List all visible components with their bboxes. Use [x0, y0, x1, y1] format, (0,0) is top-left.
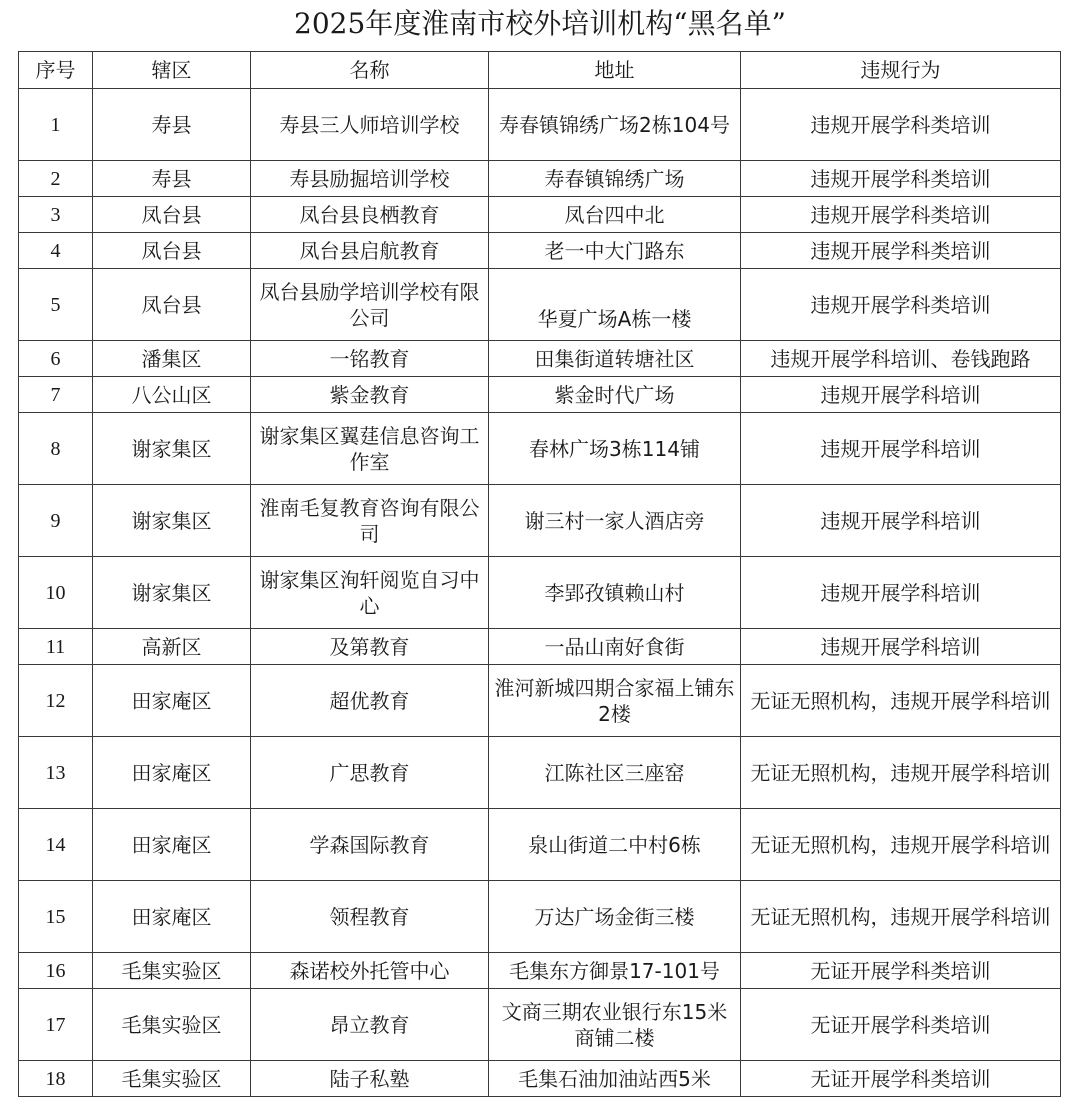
cell-index: 8 [19, 413, 93, 485]
table-row [19, 485, 1061, 557]
cell-district: 田家庵区 [93, 737, 251, 809]
cell-index: 6 [19, 341, 93, 377]
cell-index: 11 [19, 629, 93, 665]
cell-violation: 违规开展学科培训 [741, 557, 1061, 629]
header-district: 辖区 [93, 52, 251, 89]
cell-index: 1 [19, 89, 93, 161]
cell-name: 一铭教育 [251, 341, 489, 377]
cell-address: 淮河新城四期合家福上铺东2楼 [489, 665, 741, 737]
cell-address: 毛集东方御景17-101号 [489, 953, 741, 989]
cell-address [489, 269, 741, 341]
cell-address: 泉山街道二中村6栋 [489, 809, 741, 881]
cell-address: 文商三期农业银行东15米商铺二楼 [489, 989, 741, 1061]
cell-name: 凤台县良栖教育 [251, 197, 489, 233]
table-row [19, 341, 1061, 377]
table-row [19, 377, 1061, 413]
cell-violation: 违规开展学科类培训 [741, 269, 1061, 341]
table-row [19, 989, 1061, 1061]
cell-index: 18 [19, 1061, 93, 1097]
cell-address-text: 华夏广场A栋一楼 [537, 306, 692, 331]
cell-address: 老一中大门路东 [489, 233, 741, 269]
cell-index: 4 [19, 233, 93, 269]
table-row [19, 269, 1061, 341]
header-violation: 违规行为 [741, 52, 1061, 89]
cell-address: 谢三村一家人酒店旁 [489, 485, 741, 557]
table-row [19, 629, 1061, 665]
cell-address: 万达广场金街三楼 [489, 881, 741, 953]
table-row [19, 161, 1061, 197]
cell-name: 森诺校外托管中心 [251, 953, 489, 989]
table-row [19, 197, 1061, 233]
cell-violation: 违规开展学科培训 [741, 377, 1061, 413]
cell-violation: 违规开展学科类培训 [741, 197, 1061, 233]
page-title: 2025年度淮南市校外培训机构“黑名单” [294, 7, 786, 40]
cell-district: 谢家集区 [93, 413, 251, 485]
cell-address: 田集街道转塘社区 [489, 341, 741, 377]
cell-district: 毛集实验区 [93, 953, 251, 989]
cell-violation: 无证开展学科类培训 [741, 1061, 1061, 1097]
table-row [19, 413, 1061, 485]
cell-district: 毛集实验区 [93, 989, 251, 1061]
cell-name: 学森国际教育 [251, 809, 489, 881]
cell-name: 超优教育 [251, 665, 489, 737]
cell-violation: 无证开展学科类培训 [741, 989, 1061, 1061]
cell-name: 凤台县启航教育 [251, 233, 489, 269]
table-row [19, 665, 1061, 737]
cell-name: 凤台县励学培训学校有限公司 [251, 269, 489, 341]
cell-district: 凤台县 [93, 197, 251, 233]
cell-address: 寿春镇锦绣广场2栋104号 [489, 89, 741, 161]
cell-index: 15 [19, 881, 93, 953]
cell-index: 9 [19, 485, 93, 557]
cell-district: 寿县 [93, 161, 251, 197]
cell-district: 凤台县 [93, 233, 251, 269]
cell-address: 紫金时代广场 [489, 377, 741, 413]
table-row [19, 1061, 1061, 1097]
cell-index: 5 [19, 269, 93, 341]
cell-index: 12 [19, 665, 93, 737]
cell-name: 淮南毛复教育咨询有限公司 [251, 485, 489, 557]
cell-index: 17 [19, 989, 93, 1061]
cell-violation: 违规开展学科培训、卷钱跑路 [741, 341, 1061, 377]
table-row [19, 89, 1061, 161]
table-row [19, 557, 1061, 629]
header-index: 序号 [19, 52, 93, 89]
table-row [19, 881, 1061, 953]
cell-violation: 违规开展学科培训 [741, 485, 1061, 557]
cell-violation: 违规开展学科类培训 [741, 89, 1061, 161]
cell-address: 寿春镇锦绣广场 [489, 161, 741, 197]
cell-name: 寿县励掘培训学校 [251, 161, 489, 197]
table-row [19, 233, 1061, 269]
cell-name: 谢家集区洵轩阅览自习中心 [251, 557, 489, 629]
cell-district: 谢家集区 [93, 485, 251, 557]
cell-district: 田家庵区 [93, 665, 251, 737]
cell-address: 李郢孜镇赖山村 [489, 557, 741, 629]
cell-name: 紫金教育 [251, 377, 489, 413]
cell-district: 八公山区 [93, 377, 251, 413]
cell-name: 广思教育 [251, 737, 489, 809]
cell-index: 14 [19, 809, 93, 881]
cell-violation: 无证无照机构，违规开展学科培训 [741, 737, 1061, 809]
cell-name: 及第教育 [251, 629, 489, 665]
table-row [19, 953, 1061, 989]
cell-name: 昂立教育 [251, 989, 489, 1061]
cell-address: 春林广场3栋114铺 [489, 413, 741, 485]
cell-district: 田家庵区 [93, 809, 251, 881]
cell-index: 10 [19, 557, 93, 629]
header-address: 地址 [489, 52, 741, 89]
cell-name: 陆子私塾 [251, 1061, 489, 1097]
cell-district: 高新区 [93, 629, 251, 665]
table-row [19, 809, 1061, 881]
cell-index: 3 [19, 197, 93, 233]
cell-index: 7 [19, 377, 93, 413]
cell-district: 凤台县 [93, 269, 251, 341]
cell-violation: 无证无照机构，违规开展学科培训 [741, 665, 1061, 737]
cell-violation: 违规开展学科培训 [741, 629, 1061, 665]
cell-address: 凤台四中北 [489, 197, 741, 233]
cell-name: 谢家集区翼莛信息咨询工作室 [251, 413, 489, 485]
cell-district: 田家庵区 [93, 881, 251, 953]
table-row [19, 737, 1061, 809]
table-header-row [19, 52, 1061, 89]
cell-address: 毛集石油加油站西5米 [489, 1061, 741, 1097]
cell-district: 潘集区 [93, 341, 251, 377]
header-name: 名称 [251, 52, 489, 89]
cell-violation: 违规开展学科类培训 [741, 161, 1061, 197]
cell-violation: 违规开展学科培训 [741, 413, 1061, 485]
cell-name: 寿县三人师培训学校 [251, 89, 489, 161]
cell-index: 13 [19, 737, 93, 809]
cell-address: 一品山南好食街 [489, 629, 741, 665]
cell-name: 领程教育 [251, 881, 489, 953]
cell-violation: 无证开展学科类培训 [741, 953, 1061, 989]
cell-index: 16 [19, 953, 93, 989]
cell-district: 谢家集区 [93, 557, 251, 629]
cell-district: 毛集实验区 [93, 1061, 251, 1097]
cell-violation: 无证无照机构，违规开展学科培训 [741, 809, 1061, 881]
cell-district: 寿县 [93, 89, 251, 161]
cell-violation: 违规开展学科类培训 [741, 233, 1061, 269]
cell-index: 2 [19, 161, 93, 197]
cell-address: 江陈社区三座窑 [489, 737, 741, 809]
cell-violation: 无证无照机构，违规开展学科培训 [741, 881, 1061, 953]
blacklist-table [18, 51, 1061, 1097]
